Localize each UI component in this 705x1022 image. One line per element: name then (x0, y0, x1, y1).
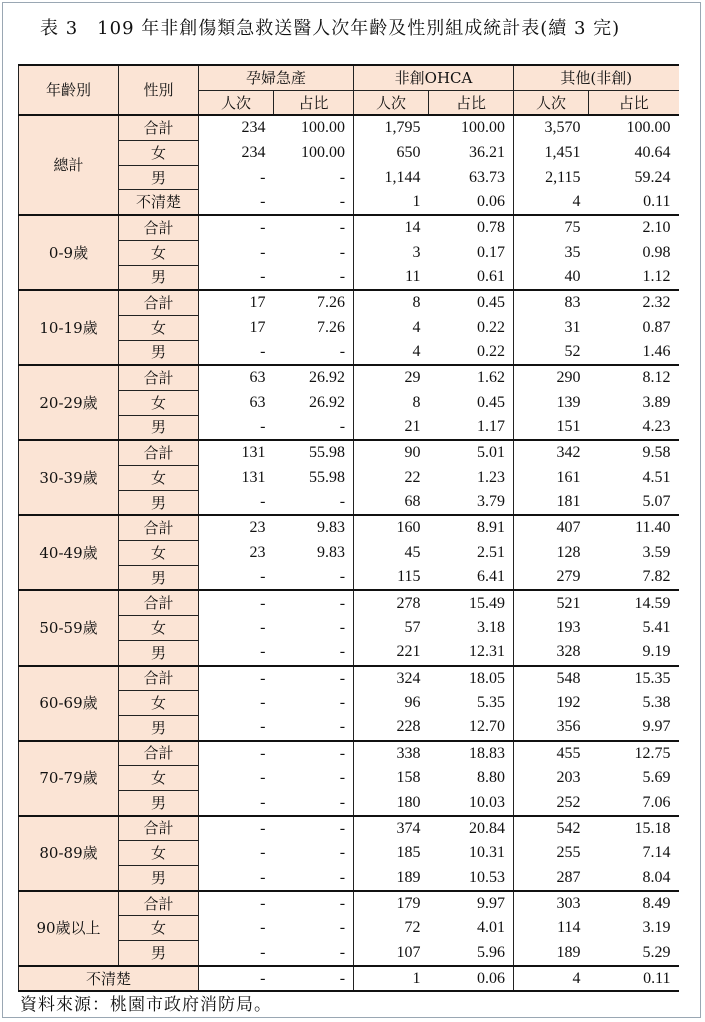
header-ratio: 占比 (589, 90, 679, 115)
ratio-cell: 15.49 (429, 590, 514, 615)
count-cell: 22 (404, 468, 421, 486)
ratio-cell: 100.00 (274, 141, 354, 166)
sex-label: 男 (119, 490, 199, 515)
count-cell: - (260, 168, 266, 186)
ratio-cell: 15.18 (634, 819, 671, 837)
count-cell: 57 (404, 618, 421, 636)
count-cell: 650 (396, 143, 421, 161)
count-cell: 179 (396, 894, 421, 912)
sex-label: 男 (119, 165, 199, 190)
ratio-cell: 5.69 (642, 769, 671, 787)
ratio-cell: 63.73 (429, 165, 514, 190)
count-cell: - (260, 769, 266, 787)
count-cell: 192 (556, 694, 581, 712)
count-cell: 90 (404, 444, 421, 462)
age-group-label: 50-59歲 (19, 590, 119, 665)
ratio-cell: - (274, 490, 354, 515)
ratio-cell: 12.70 (429, 715, 514, 740)
ratio-cell: - (274, 415, 354, 440)
count-cell: 151 (514, 415, 589, 440)
ratio-cell: 5.41 (642, 618, 671, 636)
count-cell: - (260, 894, 266, 912)
count-cell: 2,115 (545, 168, 581, 186)
count-cell: - (260, 669, 266, 687)
count-cell: 75 (564, 219, 581, 237)
count-cell: - (199, 640, 274, 665)
ratio-cell: - (274, 240, 354, 265)
count-cell: 4 (514, 966, 589, 992)
header-age: 年齡別 (19, 65, 119, 115)
age-group-label: 0-9歲 (19, 215, 119, 290)
ratio-cell: - (274, 691, 354, 716)
ratio-cell: 20.84 (429, 816, 514, 841)
ratio-cell: 9.97 (589, 715, 679, 740)
sex-label: 合計 (119, 215, 199, 240)
count-cell: 107 (354, 941, 429, 966)
sex-label: 合計 (119, 666, 199, 691)
count-cell: 1 (354, 190, 429, 215)
ratio-cell: 8.49 (642, 894, 671, 912)
count-cell: 8 (412, 294, 421, 312)
count-cell: 52 (514, 340, 589, 365)
count-cell: 3 (412, 243, 421, 261)
ratio-cell: 26.92 (274, 365, 354, 390)
ratio-cell: 1.46 (589, 340, 679, 365)
count-cell: 234 (241, 119, 266, 137)
ratio-cell: 1.23 (429, 466, 514, 491)
table-row (19, 440, 679, 465)
ratio-cell: 5.96 (429, 941, 514, 966)
table-row (19, 891, 679, 916)
header-count: 人次 (514, 90, 589, 115)
ratio-cell: 1.17 (429, 415, 514, 440)
sex-label: 合計 (119, 440, 199, 465)
count-cell: 287 (514, 866, 589, 891)
count-cell: 161 (556, 468, 581, 486)
ratio-cell: 10.03 (429, 790, 514, 815)
table-row (19, 816, 679, 841)
ratio-cell: 100.00 (626, 119, 671, 137)
ratio-cell: 5.29 (589, 941, 679, 966)
count-cell: 342 (556, 444, 581, 462)
count-cell: 328 (514, 640, 589, 665)
count-cell: - (199, 866, 274, 891)
count-cell: 303 (556, 894, 581, 912)
sex-label: 合計 (119, 891, 199, 916)
count-cell: 17 (249, 294, 266, 312)
count-cell: 455 (556, 744, 581, 762)
count-cell: 63 (249, 369, 266, 387)
ratio-cell: 8.04 (589, 866, 679, 891)
age-group-label: 10-19歲 (19, 290, 119, 365)
ratio-cell: - (274, 565, 354, 590)
table-title: 表 3 109 年非創傷類急救送醫人次年齡及性別組成統計表(續 3 完) (40, 18, 621, 39)
sex-label: 合計 (119, 290, 199, 315)
ratio-cell: 55.98 (274, 466, 354, 491)
ratio-cell: 7.26 (274, 290, 354, 315)
ratio-cell: 9.58 (642, 444, 671, 462)
count-cell: - (199, 190, 274, 215)
count-cell: - (199, 340, 274, 365)
count-cell: - (260, 618, 266, 636)
count-cell: 374 (396, 819, 421, 837)
sex-label: 女 (119, 141, 199, 166)
ratio-cell: 7.26 (274, 315, 354, 340)
count-cell: 185 (396, 844, 421, 862)
count-cell: - (260, 919, 266, 937)
count-cell: 407 (556, 519, 581, 537)
sex-label: 合計 (119, 365, 199, 390)
count-cell: 14 (404, 219, 421, 237)
ratio-cell: 0.17 (429, 240, 514, 265)
unknown-age-label: 不清楚 (19, 966, 199, 992)
ratio-cell: - (274, 866, 354, 891)
ratio-cell: 5.07 (589, 490, 679, 515)
count-cell: 548 (556, 669, 581, 687)
ratio-cell: 14.59 (634, 594, 671, 612)
ratio-cell: 18.05 (429, 666, 514, 691)
sex-label: 女 (119, 541, 199, 566)
count-cell: 203 (556, 769, 581, 787)
sex-label: 女 (119, 466, 199, 491)
count-cell: 1,795 (384, 119, 421, 137)
ratio-cell: 11.40 (635, 519, 671, 537)
sex-label: 女 (119, 240, 199, 265)
count-cell: 3,570 (544, 119, 581, 137)
ratio-cell: 9.97 (429, 891, 514, 916)
count-cell: - (260, 243, 266, 261)
ratio-cell: - (274, 916, 354, 941)
sex-label: 女 (119, 916, 199, 941)
count-cell: 189 (514, 941, 589, 966)
ratio-cell: - (274, 741, 354, 766)
sex-label: 合計 (119, 741, 199, 766)
ratio-cell: - (274, 590, 354, 615)
ratio-cell: 0.11 (589, 966, 679, 992)
count-cell: 252 (514, 790, 589, 815)
header-sex: 性別 (119, 65, 199, 115)
sex-label: 男 (119, 565, 199, 590)
age-group-label: 60-69歲 (19, 666, 119, 741)
count-cell: 45 (404, 543, 421, 561)
sex-label: 女 (119, 390, 199, 415)
ratio-cell: 4.01 (429, 916, 514, 941)
sex-label: 男 (119, 640, 199, 665)
ratio-cell: 26.92 (274, 390, 354, 415)
ratio-cell: 3.59 (642, 543, 671, 561)
ratio-cell: 8.80 (429, 766, 514, 791)
ratio-cell: 9.83 (274, 515, 354, 540)
count-cell: 189 (354, 866, 429, 891)
count-cell: - (199, 966, 274, 992)
count-cell: 11 (354, 265, 429, 290)
sex-label: 合計 (119, 515, 199, 540)
count-cell: - (260, 744, 266, 762)
header-group-ohca: 非創OHCA (354, 65, 514, 90)
ratio-cell: 55.98 (274, 440, 354, 465)
ratio-cell: 10.31 (429, 841, 514, 866)
sex-label: 男 (119, 715, 199, 740)
sex-label: 男 (119, 790, 199, 815)
count-cell: 17 (249, 318, 266, 336)
count-cell: 131 (241, 468, 266, 486)
count-cell: 324 (396, 669, 421, 687)
ratio-cell: 0.87 (642, 318, 671, 336)
header-count: 人次 (199, 90, 274, 115)
ratio-cell: 100.00 (429, 115, 514, 140)
ratio-cell: 4.23 (589, 415, 679, 440)
count-cell: 542 (556, 819, 581, 837)
ratio-cell: 1.62 (429, 365, 514, 390)
header-ratio: 占比 (274, 90, 354, 115)
count-cell: - (199, 415, 274, 440)
ratio-cell: 15.35 (634, 669, 671, 687)
header-group-pregnancy: 孕婦急產 (199, 65, 354, 90)
count-cell: 4 (514, 190, 589, 215)
table-row-unknown (19, 966, 679, 992)
ratio-cell: 0.06 (429, 966, 514, 992)
ratio-cell: 12.75 (634, 744, 671, 762)
ratio-cell: - (274, 640, 354, 665)
table-row (19, 290, 679, 315)
ratio-cell: 2.32 (642, 294, 671, 312)
ratio-cell: 0.61 (429, 265, 514, 290)
ratio-cell: 3.18 (429, 616, 514, 641)
ratio-cell: - (274, 666, 354, 691)
count-cell: 181 (514, 490, 589, 515)
table-row (19, 215, 679, 240)
sex-label: 女 (119, 315, 199, 340)
age-group-label: 90歲以上 (19, 891, 119, 966)
age-group-label: 總計 (19, 115, 119, 215)
ratio-cell: 0.11 (589, 190, 679, 215)
ratio-cell: 36.21 (429, 141, 514, 166)
ratio-cell: 1.12 (589, 265, 679, 290)
ratio-cell: 6.41 (429, 565, 514, 590)
ratio-cell: - (274, 966, 354, 992)
sex-label: 合計 (119, 115, 199, 140)
ratio-cell: - (274, 190, 354, 215)
count-cell: 279 (514, 565, 589, 590)
count-cell: 83 (564, 294, 581, 312)
ratio-cell: - (274, 165, 354, 190)
count-cell: 115 (354, 565, 429, 590)
age-group-label: 40-49歲 (19, 515, 119, 590)
count-cell: 23 (249, 543, 266, 561)
count-cell: - (199, 565, 274, 590)
table-body (19, 115, 679, 991)
count-cell: - (199, 490, 274, 515)
sex-label: 男 (119, 866, 199, 891)
count-cell: - (199, 790, 274, 815)
sex-label: 男 (119, 415, 199, 440)
count-cell: 221 (354, 640, 429, 665)
sex-label: 男 (119, 265, 199, 290)
count-cell: - (260, 594, 266, 612)
ratio-cell: - (274, 265, 354, 290)
table-row (19, 590, 679, 615)
count-cell: 21 (354, 415, 429, 440)
count-cell: 23 (249, 519, 266, 537)
count-cell: 234 (241, 143, 266, 161)
count-cell: 1,451 (544, 143, 581, 161)
statistics-table (18, 64, 679, 992)
count-cell: 139 (556, 393, 581, 411)
count-cell: 356 (514, 715, 589, 740)
ratio-cell: 18.83 (429, 741, 514, 766)
count-cell: - (199, 941, 274, 966)
sex-label: 女 (119, 841, 199, 866)
ratio-cell: 0.22 (429, 340, 514, 365)
ratio-cell: 5.35 (429, 691, 514, 716)
ratio-cell: - (274, 215, 354, 240)
age-group-label: 20-29歲 (19, 365, 119, 440)
ratio-cell: - (274, 790, 354, 815)
count-cell: 40 (514, 265, 589, 290)
sex-label: 合計 (119, 590, 199, 615)
count-cell: 1 (354, 966, 429, 992)
ratio-cell: 3.79 (429, 490, 514, 515)
ratio-cell: 12.31 (429, 640, 514, 665)
ratio-cell: 0.78 (429, 215, 514, 240)
count-cell: 96 (404, 694, 421, 712)
table-row (19, 741, 679, 766)
count-cell: 31 (564, 318, 581, 336)
count-cell: 68 (354, 490, 429, 515)
ratio-cell: - (274, 941, 354, 966)
ratio-cell: 0.45 (429, 290, 514, 315)
count-cell: - (199, 715, 274, 740)
count-cell: 255 (556, 844, 581, 862)
ratio-cell: 2.10 (642, 219, 671, 237)
count-cell: - (260, 694, 266, 712)
count-cell: 72 (404, 919, 421, 937)
ratio-cell: 0.06 (429, 190, 514, 215)
sex-label: 合計 (119, 816, 199, 841)
ratio-cell: 8.12 (642, 369, 671, 387)
count-cell: 228 (354, 715, 429, 740)
count-cell: 158 (396, 769, 421, 787)
count-cell: 8 (412, 393, 421, 411)
count-cell: - (260, 844, 266, 862)
ratio-cell: 7.82 (589, 565, 679, 590)
ratio-cell: - (274, 715, 354, 740)
ratio-cell: - (274, 616, 354, 641)
count-cell: 29 (404, 369, 421, 387)
ratio-cell: 9.19 (589, 640, 679, 665)
ratio-cell: 8.91 (429, 515, 514, 540)
ratio-cell: 5.01 (429, 440, 514, 465)
header-ratio: 占比 (429, 90, 514, 115)
ratio-cell: - (274, 340, 354, 365)
count-cell: 278 (396, 594, 421, 612)
table-row (19, 515, 679, 540)
table-row (19, 115, 679, 140)
ratio-cell: - (274, 891, 354, 916)
ratio-cell: 3.89 (642, 393, 671, 411)
ratio-cell: 0.22 (429, 315, 514, 340)
header-count: 人次 (354, 90, 429, 115)
ratio-cell: 7.14 (642, 844, 671, 862)
source-note: 資料來源：桃園市政府消防局。 (20, 995, 272, 1015)
count-cell: 4 (354, 340, 429, 365)
count-cell: 114 (557, 919, 581, 937)
ratio-cell: 3.19 (642, 919, 671, 937)
sex-label: 男 (119, 941, 199, 966)
sex-label: 女 (119, 616, 199, 641)
ratio-cell: 9.83 (274, 541, 354, 566)
ratio-cell: 0.98 (642, 243, 671, 261)
age-group-label: 30-39歲 (19, 440, 119, 515)
count-cell: 131 (241, 444, 266, 462)
count-cell: 35 (564, 243, 581, 261)
count-cell: 193 (556, 618, 581, 636)
count-cell: 180 (354, 790, 429, 815)
count-cell: 290 (556, 369, 581, 387)
count-cell: 128 (556, 543, 581, 561)
count-cell: 521 (556, 594, 581, 612)
table-row (19, 666, 679, 691)
ratio-cell: 4.51 (642, 468, 671, 486)
count-cell: - (260, 219, 266, 237)
count-cell: - (199, 265, 274, 290)
sex-label: 不清楚 (119, 190, 199, 215)
sex-label: 男 (119, 340, 199, 365)
count-cell: 63 (249, 393, 266, 411)
sex-label: 女 (119, 691, 199, 716)
ratio-cell: 0.45 (429, 390, 514, 415)
ratio-cell: - (274, 766, 354, 791)
ratio-cell: - (274, 816, 354, 841)
ratio-cell: 59.24 (634, 168, 671, 186)
table-row (19, 365, 679, 390)
ratio-cell: 10.53 (429, 866, 514, 891)
ratio-cell: 2.51 (429, 541, 514, 566)
ratio-cell: 40.64 (634, 143, 671, 161)
ratio-cell: 7.06 (589, 790, 679, 815)
sex-label: 女 (119, 766, 199, 791)
ratio-cell: 100.00 (274, 115, 354, 140)
count-cell: - (260, 819, 266, 837)
age-group-label: 80-89歲 (19, 816, 119, 891)
count-cell: 338 (396, 744, 421, 762)
count-cell: 1,144 (384, 168, 421, 186)
ratio-cell: 5.38 (642, 694, 671, 712)
count-cell: 160 (396, 519, 421, 537)
count-cell: 4 (412, 318, 421, 336)
ratio-cell: - (274, 841, 354, 866)
header-group-other: 其他(非創) (514, 65, 679, 90)
age-group-label: 70-79歲 (19, 741, 119, 816)
